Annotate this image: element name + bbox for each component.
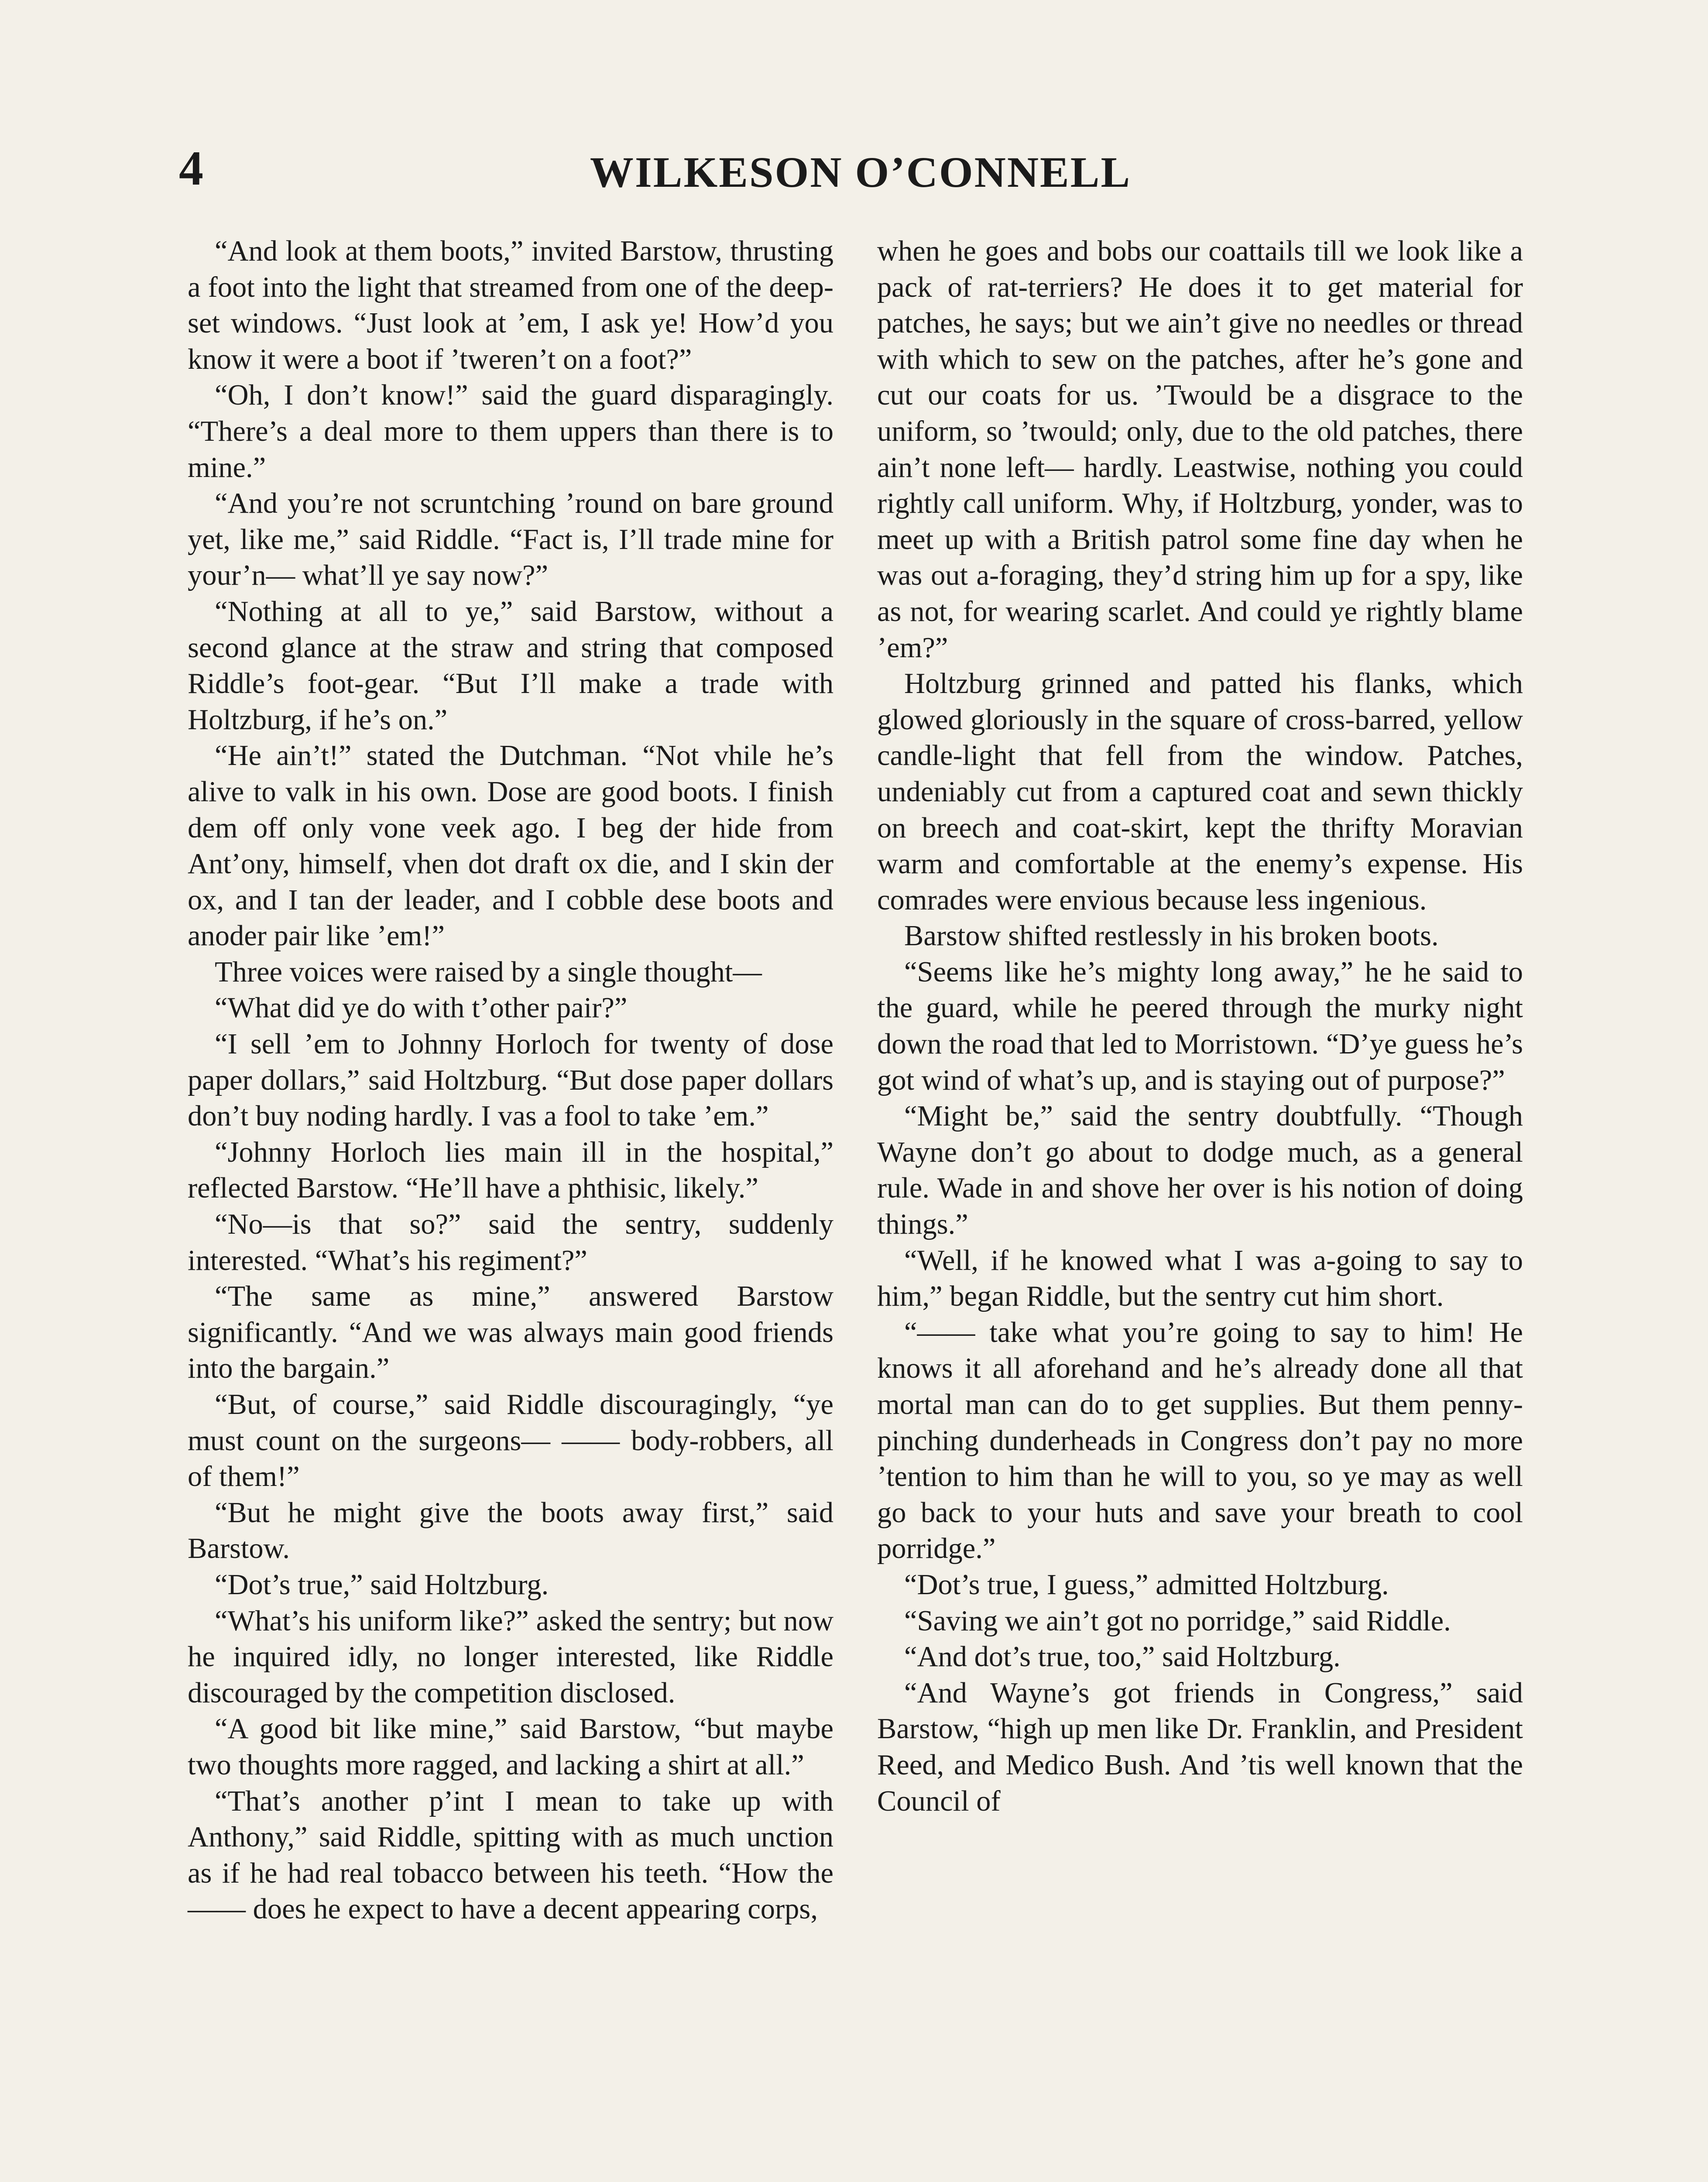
paragraph: “And dot’s true, too,” said Holtzburg. <box>904 1641 1341 1673</box>
paragraph: “Johnny Horloch lies main ill in the hospital,” reflected Barstow. “He’ll have a phthisic, likely.” <box>188 1136 833 1204</box>
paragraph: “But he might give the boots away first,” said Barstow. <box>188 1496 833 1565</box>
paragraph: “Well, if he knowed what I was a-going to say to him,” began Riddle, but the sentry cut him short. <box>877 1244 1523 1313</box>
paragraph: Three voices were raised by a single thought— <box>215 956 762 988</box>
paragraph: “He ain’t!” stated the Dutchman. “Not vhile he’s alive to valk in his own. Dose are good boots. I finish dem off only vone veek ago. I beg der hide from Ant’ony, himself, vhen dot draft ox die, and I skin der ox, and I tan der leader, and I cobble dese boots and anoder pair like ’em!” <box>188 740 833 952</box>
paragraph: “But, of course,” said Riddle discouragingly, “ye must count on the surgeons— —— body-robbers, all of them!” <box>188 1389 833 1493</box>
right-text-column <box>877 233 1523 1819</box>
paragraph: “Dot’s true, I guess,” admitted Holtzburg. <box>904 1568 1389 1601</box>
paragraph: when he goes and bobs our coattails till we look like a pack of rat-terriers? He does it to get material for patches, he says; but we ain’t give no needles or thread with which to sew on the patches, after he’s gone and cut our coats for us. ’Twould be a disgrace to the uniform, so ’twould; only, due to the old patches, there ain’t none left— hardly. Leastwise, nothing you could rightly call uniform. Why, if Holtzburg, yonder, was to meet up with a British patrol some fine day when he was out a-foraging, they’d string him up for a spy, like as not, for wearing scarlet. And could ye rightly blame ’em?” <box>877 235 1523 664</box>
paragraph: “Nothing at all to ye,” said Barstow, without a second glance at the straw and string that composed Riddle’s foot-gear. “But I’ll make a trade with Holtzburg, if he’s on.” <box>188 595 833 736</box>
left-text-column <box>188 233 833 1928</box>
running-head: WILKESON O’CONNELL <box>590 148 1132 196</box>
paragraph: “Saving we ain’t got no porridge,” said Riddle. <box>904 1605 1451 1637</box>
paragraph: “And look at them boots,” invited Barstow, thrusting a foot into the light that streamed from one of the deep-set windows. “Just look at ’em, I ask ye! How’d you know it were a boot if ’tweren’t on a foot?” <box>188 235 833 375</box>
paragraph: “And you’re not scruntching ’round on bare ground yet, like me,” said Riddle. “Fact is, I’ll trade mine for your’n— what’ll ye say now?” <box>188 487 833 592</box>
paragraph: Holtzburg grinned and patted his flanks, which glowed gloriously in the square of cross-barred, yellow candle-light that fell from the window. Patches, undeniably cut from a captured coat and sewn thickly on breech and coat-skirt, kept the thrifty Moravian warm and comfortable at the enemy’s expense. His comrades were envious because less ingenious. <box>877 668 1523 916</box>
paragraph: “The same as mine,” answered Barstow significantly. “And we was always main good friends into the bargain.” <box>188 1280 833 1385</box>
paragraph: Barstow shifted restlessly in his broken boots. <box>904 920 1439 952</box>
paragraph: “Dot’s true,” said Holtzburg. <box>215 1568 549 1601</box>
paragraph: “I sell ’em to Johnny Horloch for twenty of dose paper dollars,” said Holtzburg. “But dose paper dollars don’t buy noding hardly. I vas a fool to take ’em.” <box>188 1028 833 1132</box>
paragraph: “What did ye do with t’other pair?” <box>215 992 628 1024</box>
paragraph: “And Wayne’s got friends in Congress,” said Barstow, “high up men like Dr. Franklin, and President Reed, and Medico Bush. And ’tis well known that the Council of <box>877 1677 1523 1817</box>
paragraph: “That’s another p’int I mean to take up with Anthony,” said Riddle, spitting with as much unction as if he had real tobacco between his teeth. “How the —— does he expect to have a decent appearing corps, <box>188 1785 833 1925</box>
page-number: 4 <box>179 141 203 196</box>
paragraph: “Oh, I don’t know!” said the guard disparagingly. “There’s a deal more to them uppers than there is to mine.” <box>188 379 833 484</box>
paragraph: “A good bit like mine,” said Barstow, “but maybe two thoughts more ragged, and lacking a shirt at all.” <box>188 1713 833 1781</box>
paragraph: “—— take what you’re going to say to him! He knows it all aforehand and he’s already done all that mortal man can do to get supplies. But them penny-pinching dunderheads in Congress don’t pay no more ’tention to him than he will to you, so ye may as well go back to your huts and save your breath to cool porridge.” <box>877 1316 1523 1565</box>
paragraph: “No—is that so?” said the sentry, suddenly interested. “What’s his regiment?” <box>188 1208 833 1276</box>
paragraph: “What’s his uniform like?” asked the sentry; but now he inquired idly, no longer interested, like Riddle discouraged by the competition disclosed. <box>188 1605 833 1709</box>
paragraph: “Might be,” said the sentry doubtfully. “Though Wayne don’t go about to dodge much, as a general rule. Wade in and shove her over is his notion of doing things.” <box>877 1100 1523 1241</box>
paragraph: “Seems like he’s mighty long away,” he he said to the guard, while he peered through the murky night down the road that led to Morristown. “D’ye guess he’s got wind of what’s up, and is staying out of purpose?” <box>877 956 1523 1096</box>
